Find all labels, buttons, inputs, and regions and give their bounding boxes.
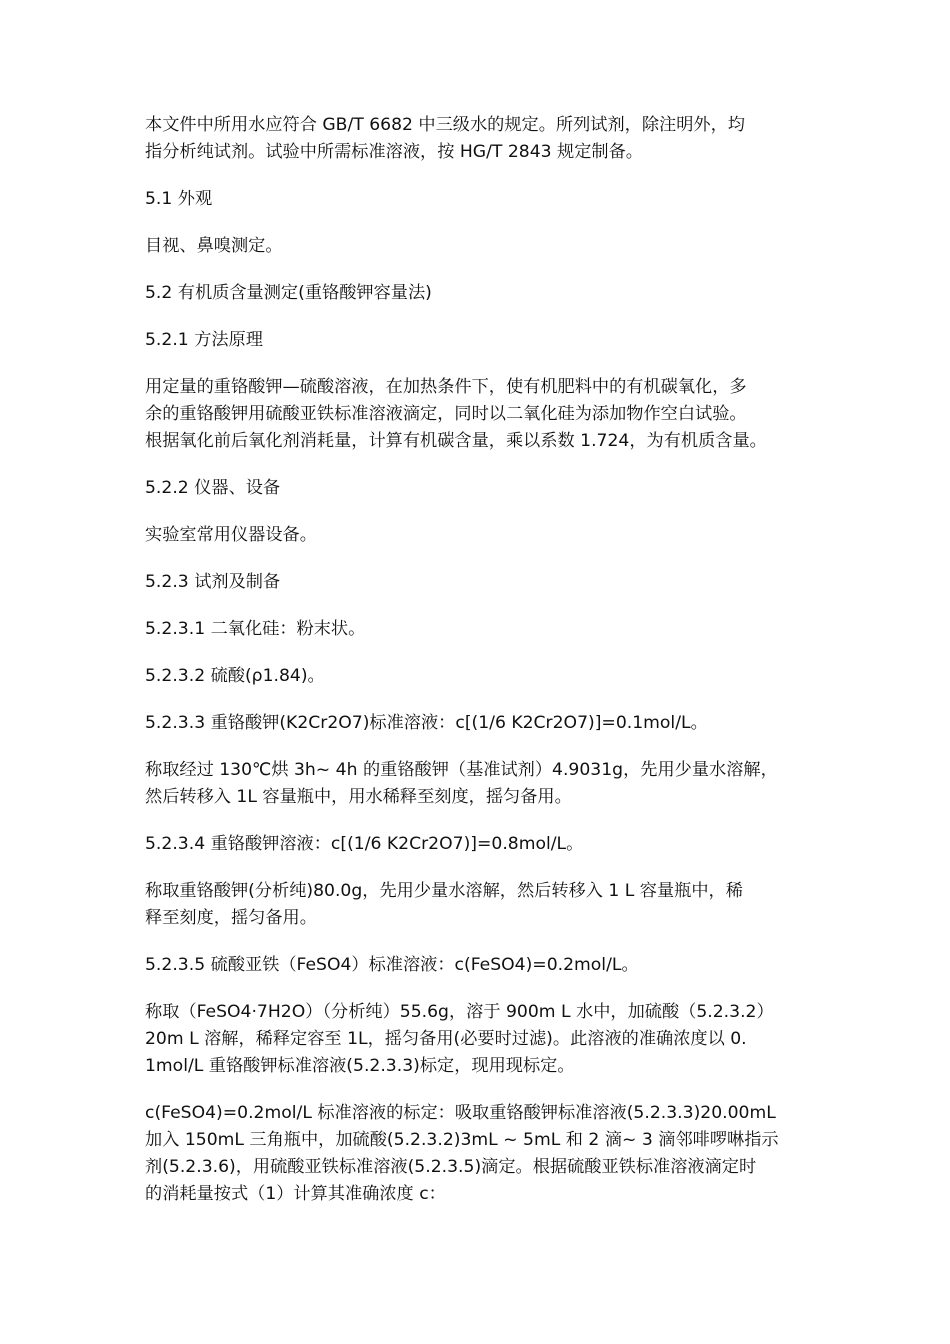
paragraph-5-2-3-3: 称取经过 130℃烘 3h~ 4h 的重铬酸钾（基准试剂）4.9031g，先用少量水溶解， 然后转移入 1L 容量瓶中，用水稀释至刻度，摇匀备用。 [145, 760, 778, 807]
heading-5-2-3-3: 5.2.3.3 重铬酸钾(K2Cr2O7)标准溶液：c[(1/6 K2Cr2O7)]=0.1mol/L。 [145, 713, 708, 733]
heading-5-2-2: 5.2.2 仪器、设备 [145, 478, 281, 498]
heading-5-2-1: 5.2.1 方法原理 [145, 330, 263, 350]
heading-5-2-3-1: 5.2.3.1 二氧化硅：粉末状。 [145, 619, 366, 639]
paragraph-calibration: c(FeSO4)=0.2mol/L 标准溶液的标定：吸取重铬酸钾标准溶液(5.2.3.3)20.00mL 加入 150mL 三角瓶中，加硫酸(5.2.3.2)3mL ~ 5mL 和 2 滴~ 3 滴邻啡啰啉指示 剂(5.2.3.6)，用硫酸亚铁标准溶液(5.2.3.5)滴定。根据硫酸亚铁标准溶液滴定时 的消耗量按式（1）计算其准确浓度 c： [145, 1103, 779, 1204]
paragraph-5-2-3-5: 称取（FeSO4·7H2O）（分析纯）55.6g，溶于 900m L 水中，加硫酸（5.2.3.2） 20m L 溶解，稀释定容至 1L，摇匀备用(必要时过滤)。此溶液的准确浓度以 0. 1mol/L 重铬酸钾标准溶液(5.2.3.3)标定，现用现标定。 [145, 1002, 774, 1076]
paragraph-5-2-2: 实验室常用仪器设备。 [145, 525, 317, 545]
paragraph-intro: 本文件中所用水应符合 GB/T 6682 中三级水的规定。所列试剂，除注明外，均 指分析纯试剂。试验中所需标准溶液，按 HG/T 2843 规定制备。 [145, 115, 745, 162]
heading-5-1: 5.1 外观 [145, 189, 213, 209]
heading-5-2: 5.2 有机质含量测定(重铬酸钾容量法) [145, 283, 432, 303]
document-page [145, 112, 813, 1228]
paragraph-5-2-1: 用定量的重铬酸钾—硫酸溶液，在加热条件下，使有机肥料中的有机碳氧化，多 余的重铬酸钾用硫酸亚铁标准溶液滴定，同时以二氧化硅为添加物作空白试验。 根据氧化前后氧化剂消耗量，计算有机碳含量，乘以系数 1.724，为有机质含量。 [145, 377, 767, 451]
heading-5-2-3-2: 5.2.3.2 硫酸(ρ1.84)。 [145, 666, 325, 686]
paragraph-5-1: 目视、鼻嗅测定。 [145, 236, 283, 256]
heading-5-2-3-5: 5.2.3.5 硫酸亚铁（FeSO4）标准溶液：c(FeSO4)=0.2mol/L。 [145, 955, 639, 975]
paragraph-5-2-3-4: 称取重铬酸钾(分析纯)80.0g，先用少量水溶解，然后转移入 1 L 容量瓶中，稀 释至刻度，摇匀备用。 [145, 881, 743, 928]
heading-5-2-3-4: 5.2.3.4 重铬酸钾溶液：c[(1/6 K2Cr2O7)]=0.8mol/L。 [145, 834, 584, 854]
heading-5-2-3: 5.2.3 试剂及制备 [145, 572, 281, 592]
